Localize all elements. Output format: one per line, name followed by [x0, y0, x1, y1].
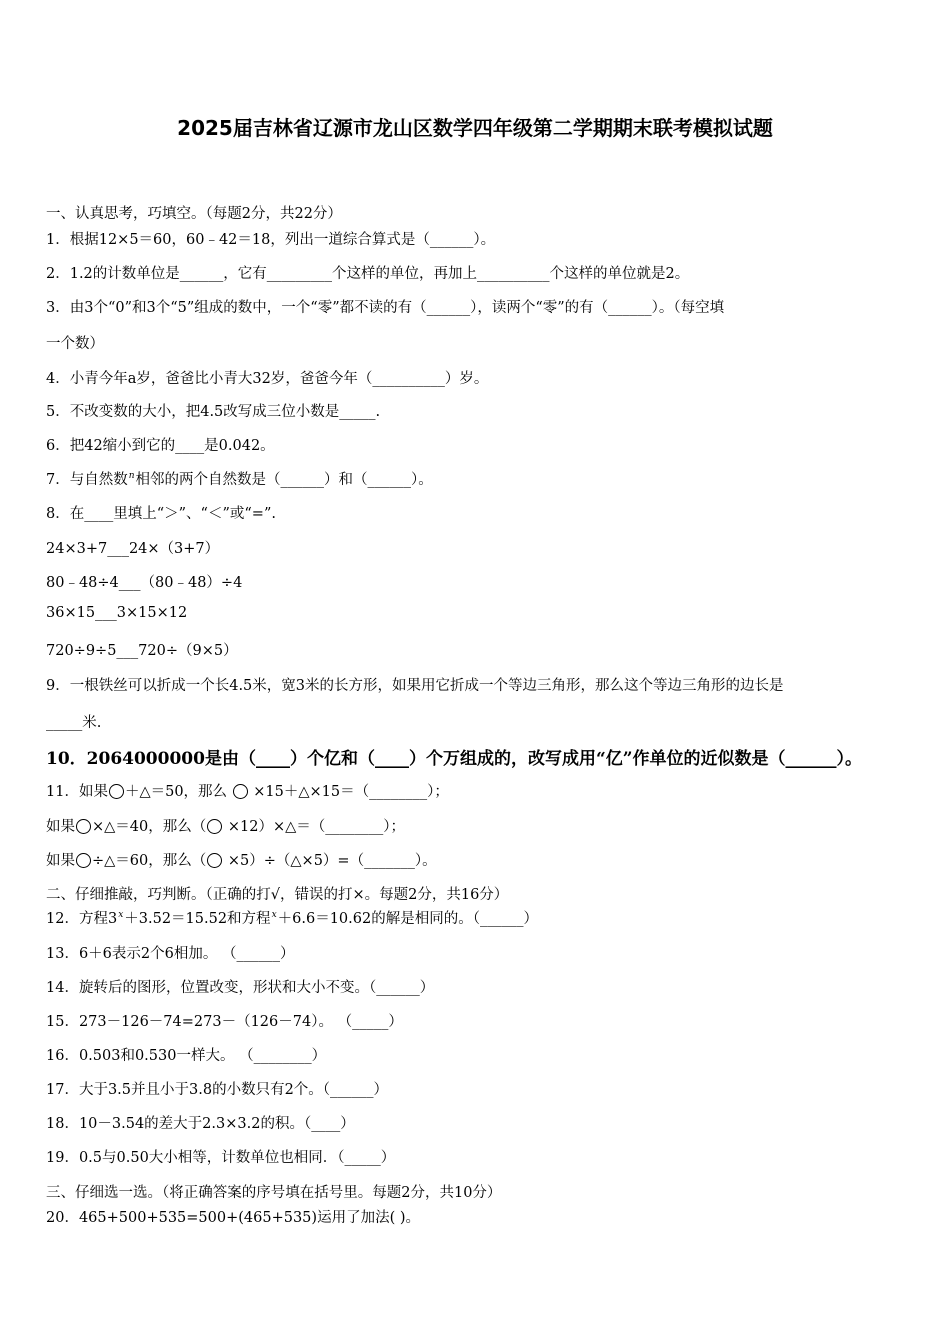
question-7: [46, 468, 433, 489]
page-title: 2025届吉林省辽源市龙山区数学四年级第二学期期末联考模拟试题: [177, 116, 773, 140]
q12-end: ＋6.6＝10.62的解是相同的。（______）: [277, 911, 538, 927]
question-6: 6．把42缩小到它的____是0.042。: [46, 438, 275, 454]
question-2: 2．1.2的计数单位是______，它有_________个这样的单位，再加上__________个这样的单位就是2。: [46, 266, 690, 282]
circle-icon: [76, 819, 91, 834]
question-8-item-1: 24×3+7___24×（3+7）: [46, 541, 220, 557]
q12-variable: x: [118, 910, 124, 920]
question-10: 10．2064000000是由（____）个亿和（____）个万组成的，改写成用“亿”作单位的近似数是（______）。: [46, 749, 862, 769]
question-8-item-4: 720÷9÷5___720÷（9×5）: [46, 643, 238, 659]
question-5: 5．不改变数的大小，把4.5改写成三位小数是_____.: [46, 404, 381, 420]
question-9: 9．一根铁丝可以折成一个长4.5米，宽3米的长方形，如果用它折成一个等边三角形，那么这个等边三角形的边长是: [46, 678, 784, 694]
section-2-heading: 二、仔细推敲，巧判断。（正确的打√，错误的打×。每题2分，共16分）: [46, 887, 509, 903]
q7-rest: 相邻的两个自然数是（______）和（______）。: [135, 472, 433, 488]
question-20: 20．465+500+535=500+(465+535)运用了加法( )。: [46, 1210, 420, 1226]
question-11-line-2: [46, 815, 405, 836]
question-4: 4．小青今年a岁，爸爸比小青大32岁，爸爸今年（__________）岁。: [46, 371, 489, 387]
q11-lead-2: 如果: [46, 819, 75, 835]
q12-mid: ＋3.52＝15.52和方程: [124, 911, 271, 927]
q12-variable-2: x: [271, 910, 277, 920]
question-19: 19．0.5与0.50大小相等，计数单位也相同．（_____）: [46, 1150, 396, 1166]
q11-part-e: ÷△＝60，那么（: [92, 853, 207, 869]
question-15: 15．273－126－74=273－（126－74）。 （_____）: [46, 1014, 403, 1030]
question-3: 3．由3个“0”和3个“5”组成的数中，一个“零”都不读的有（______），读两个“零”的有（______）。（每空填: [46, 300, 725, 316]
question-8-item-2: 80﹣48÷4___（80﹣48）÷4: [46, 575, 243, 591]
question-16: 16．0.503和0.530一样大。 （________）: [46, 1048, 327, 1064]
q7-lead: 7．与自然数: [46, 472, 128, 488]
question-8: 8．在____里填上“＞”、“＜”或“=”.: [46, 506, 276, 522]
circle-icon: [207, 819, 222, 834]
question-12: [46, 907, 538, 928]
q11-lead: 11．如果: [46, 784, 108, 800]
question-18: 18．10－3.54的差大于2.3×3.2的积。（____）: [46, 1116, 355, 1132]
q11-part-f: ×5）÷（△×5）=（_______）。: [227, 853, 437, 869]
question-8-item-3: 36×15___3×15×12: [46, 605, 188, 621]
circle-icon: [76, 853, 91, 868]
q7-variable: n: [128, 471, 135, 481]
question-1: 1．根据12×5＝60，60﹣42＝18，列出一道综合算式是（______）。: [46, 232, 496, 248]
circle-icon: [207, 853, 222, 868]
question-13: 13．6＋6表示2个6相加。 （______）: [46, 946, 295, 962]
section-1-heading: 一、认真思考，巧填空。（每题2分，共22分）: [46, 206, 342, 222]
section-3-heading: 三、仔细选一选。（将正确答案的序号填在括号里。每题2分，共10分）: [46, 1185, 502, 1201]
question-3-cont: 一个数）: [46, 336, 104, 352]
q11-part-a: ＋△＝50，那么: [124, 784, 228, 800]
circle-icon: [109, 784, 124, 799]
question-9-cont: _____米.: [46, 715, 102, 731]
circle-icon: [233, 784, 248, 799]
q11-part-d: ×12）×△＝（________）；: [227, 819, 406, 835]
q12-lead: 12．方程3: [46, 911, 118, 927]
question-14: 14．旋转后的图形，位置改变，形状和大小不变。（______）: [46, 980, 435, 996]
q11-part-c: ×△＝40，那么（: [92, 819, 207, 835]
question-17: 17．大于3.5并且小于3.8的小数只有2个。（______）: [46, 1082, 389, 1098]
q11-part-b: ×15＋△×15＝（________）；: [253, 784, 449, 800]
q11-lead-3: 如果: [46, 853, 75, 869]
question-11-line-1: [46, 780, 449, 801]
question-11-line-3: [46, 849, 437, 870]
